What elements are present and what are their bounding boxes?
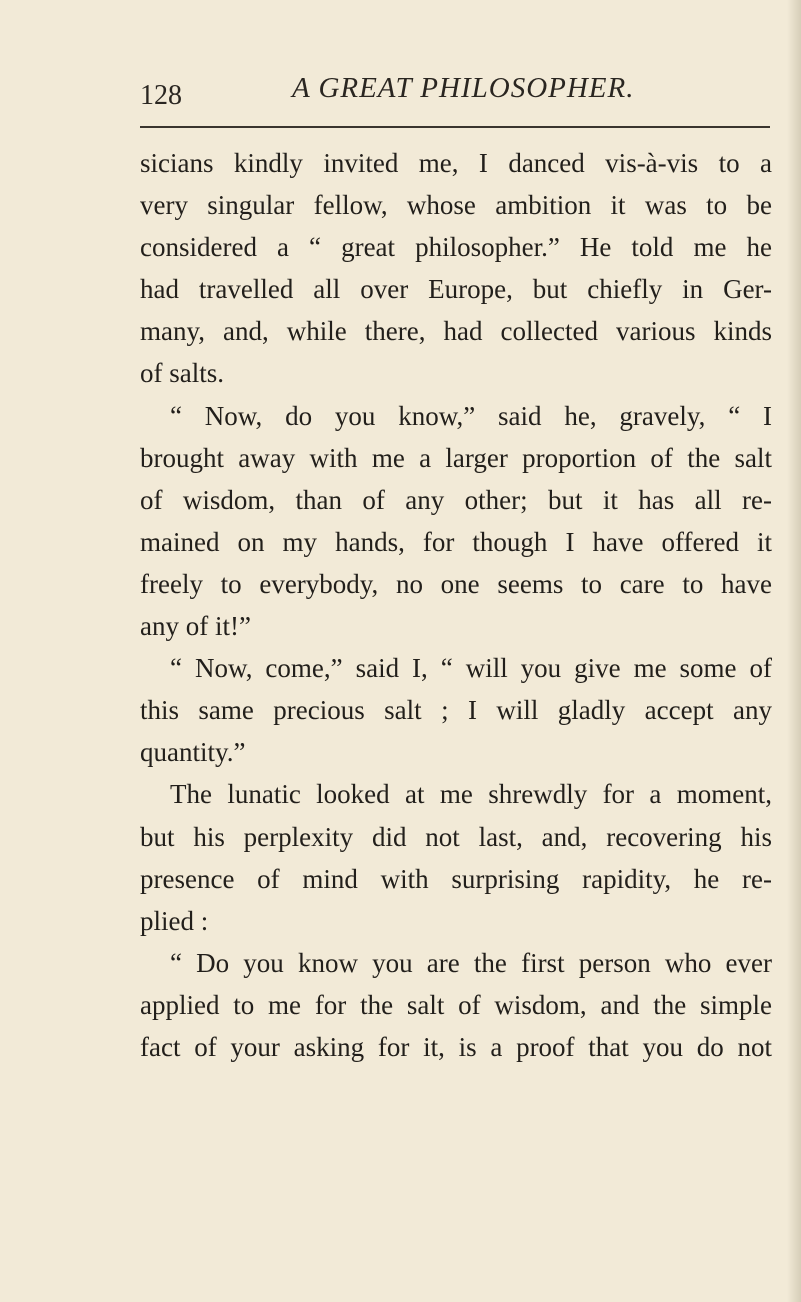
page-edge-shadow	[787, 0, 801, 1302]
text-line: fact of your asking for it, is a proof that you do not	[140, 1031, 772, 1062]
text-line: applied to me for the salt of wisdom, and the simple	[140, 989, 772, 1020]
text-line: quantity.”	[140, 737, 246, 768]
text-line: presence of mind with surprising rapidity, he re-	[140, 863, 772, 894]
text-line: considered a “ great philosopher.” He told me he	[140, 232, 772, 263]
text-line: many, and, while there, had collected various kinds	[140, 316, 772, 347]
running-head: A GREAT PHILOSOPHER.	[292, 72, 635, 104]
text-line: had travelled all over Europe, but chiefly in Ger-	[140, 274, 772, 305]
text-line: mained on my hands, for though I have offered it	[140, 526, 772, 557]
text-line: plied :	[140, 905, 209, 936]
text-line: of salts.	[140, 358, 224, 389]
text-line: brought away with me a larger proportion of the salt	[140, 442, 772, 473]
text-line: “ Now, do you know,” said he, gravely, “ I	[170, 400, 772, 431]
page-number: 128	[140, 80, 182, 111]
text-line: sicians kindly invited me, I danced vis-à-vis to a	[140, 148, 772, 178]
text-line: but his perplexity did not last, and, recovering his	[140, 821, 772, 852]
text-line: any of it!”	[140, 611, 251, 642]
body-text	[140, 142, 772, 1068]
text-line: freely to everybody, no one seems to care to have	[140, 568, 772, 599]
text-line: of wisdom, than of any other; but it has all re-	[140, 484, 772, 515]
text-line: “ Now, come,” said I, “ will you give me some of	[170, 653, 772, 684]
header-rule	[140, 126, 770, 128]
text-line: very singular fellow, whose ambition it was to be	[140, 190, 772, 221]
text-line: this same precious salt ; I will gladly accept any	[140, 695, 772, 726]
text-line: “ Do you know you are the first person who ever	[170, 947, 772, 978]
text-line: The lunatic looked at me shrewdly for a moment,	[170, 779, 772, 810]
